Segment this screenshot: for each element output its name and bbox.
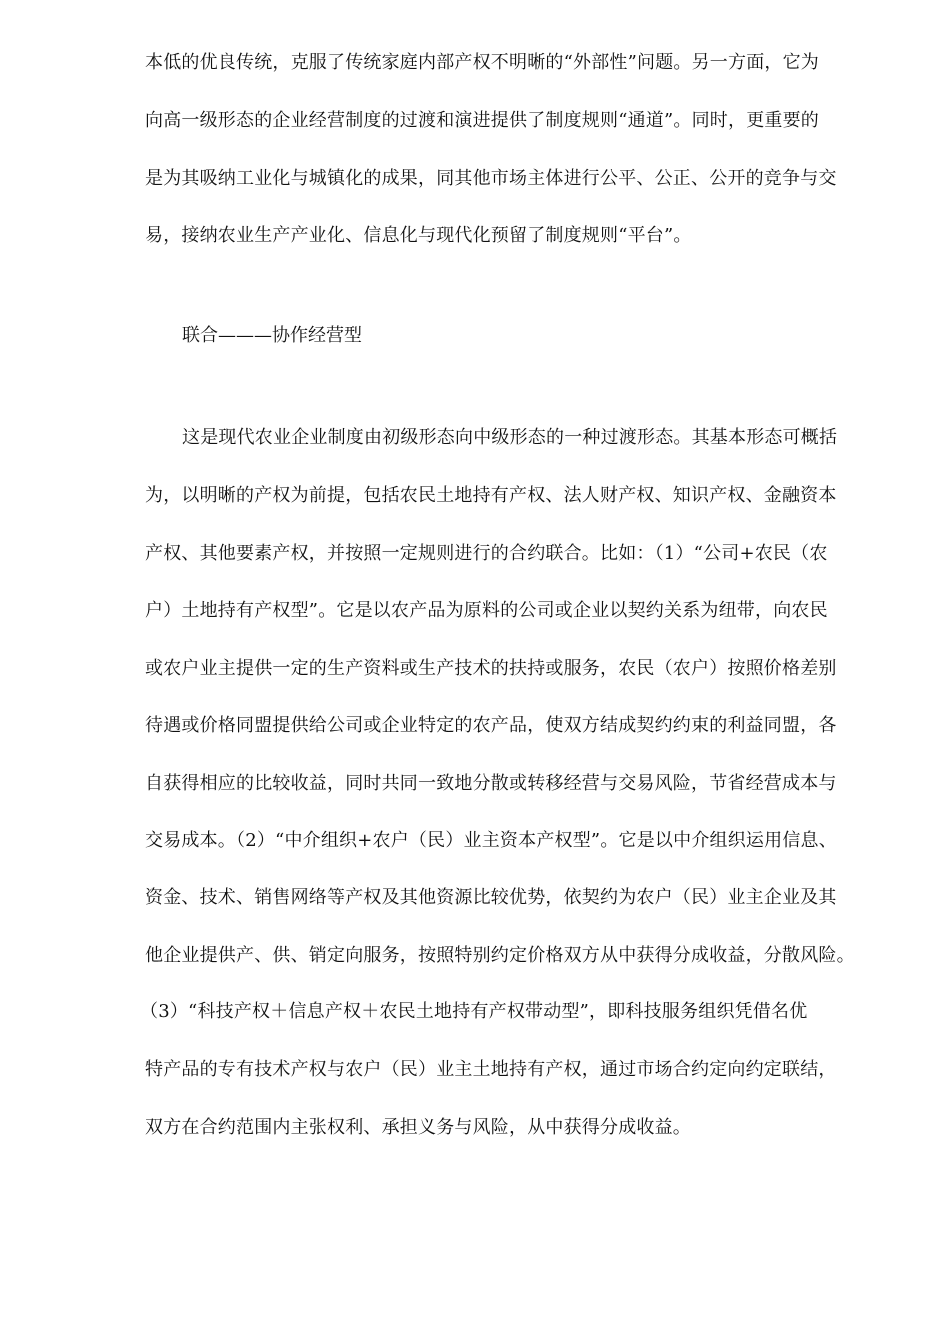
paragraph-line: 这是现代农业企业制度由初级形态向中级形态的一种过渡形态。其基本形态可概括: [182, 427, 838, 448]
paragraph-line: 或农户业主提供一定的生产资料或生产技术的扶持或服务，农民（农户）按照价格差别: [145, 658, 837, 679]
paragraph-line: 易，接纳农业生产产业化、信息化与现代化预留了制度规则“平台”。: [145, 225, 692, 246]
paragraph-line: 户）土地持有产权型”。它是以农产品为原料的公司或企业以契约关系为纽带，向农民: [145, 600, 828, 621]
paragraph-line: 双方在合约范围内主张权利、承担义务与风险，从中获得分成收益。: [145, 1117, 691, 1138]
paragraph-line: 产权、其他要素产权，并按照一定规则进行的合约联合。比如：（1）“公司+农民（农: [145, 543, 828, 564]
paragraph-line: 他企业提供产、供、销定向服务，按照特别约定价格双方从中获得分成收益，分散风险。: [145, 945, 855, 966]
paragraph-line: 为，以明晰的产权为前提，包括农民土地持有产权、法人财产权、知识产权、金融资本: [145, 485, 837, 506]
paragraph-line: 特产品的专有技术产权与农户（民）业主土地持有产权，通过市场合约定向约定联结，: [145, 1059, 837, 1080]
section-heading: 联合———协作经营型: [182, 325, 362, 346]
paragraph-line: （3）“科技产权＋信息产权＋农民土地持有产权带动型”，即科技服务组织凭借名优: [140, 1001, 808, 1022]
paragraph-line: 自获得相应的比较收益，同时共同一致地分散或转移经营与交易风险，节省经营成本与: [145, 773, 837, 794]
paragraph-line: 待遇或价格同盟提供给公司或企业特定的农产品，使双方结成契约约束的利益同盟，各: [145, 715, 837, 736]
paragraph-line: 是为其吸纳工业化与城镇化的成果，同其他市场主体进行公平、公正、公开的竞争与交: [145, 168, 837, 189]
paragraph-line: 交易成本。（2）“中介组织+农户（民）业主资本产权型”。它是以中介组织运用信息、: [145, 830, 837, 851]
paragraph-line: 资金、技术、销售网络等产权及其他资源比较优势，依契约为农户（民）业主企业及其: [145, 887, 837, 908]
paragraph-line: 向高一级形态的企业经营制度的过渡和演进提供了制度规则“通道”。同时，更重要的: [145, 110, 820, 131]
paragraph-line: 本低的优良传统，克服了传统家庭内部产权不明晰的“外部性”问题。另一方面，它为: [145, 52, 820, 73]
